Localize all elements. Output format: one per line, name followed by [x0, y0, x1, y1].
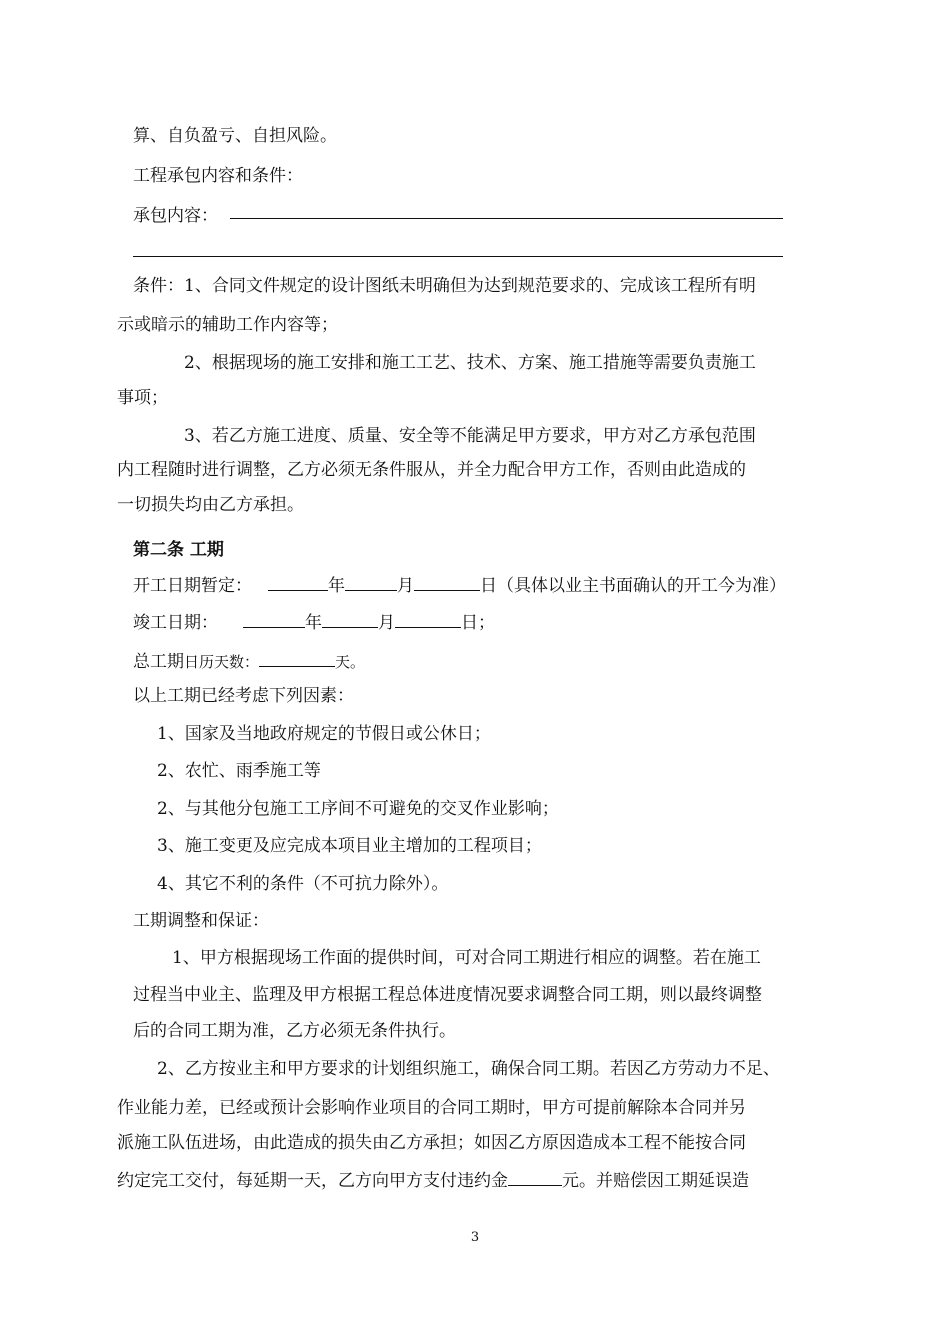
fill-in-blank [322, 609, 378, 628]
text-line: 事项； [117, 388, 168, 408]
fill-in-blank [243, 609, 305, 628]
fill-in-blank [395, 609, 461, 628]
text-line: 一切损失均由乙方承担。 [117, 495, 304, 515]
end-date-label: 竣工日期： [133, 613, 218, 633]
section-heading: 第二条 工期 [133, 540, 224, 560]
text-line: 后的合同工期为准，乙方必须无条件执行。 [133, 1021, 456, 1041]
month-label: 月 [397, 576, 414, 596]
calendar-days-label: 日历天数： [184, 653, 260, 671]
list-item: 2、农忙、雨季施工等 [157, 761, 321, 781]
total-duration-line [133, 648, 365, 674]
list-item: 1、国家及当地政府规定的节假日或公休日； [157, 724, 491, 744]
days-unit: 天。 [335, 653, 366, 671]
list-item: 3、施工变更及应完成本项目业主增加的工程项目； [157, 836, 542, 856]
month-label: 月 [378, 613, 395, 633]
year-label: 年 [305, 613, 322, 633]
fill-in-blank [259, 648, 335, 667]
fill-in-blank [508, 1167, 562, 1186]
start-date-line [133, 572, 786, 598]
text-line: 2、乙方按业主和甲方要求的计划组织施工，确保合同工期。若因乙方劳动力不足、 [157, 1059, 780, 1079]
list-item: 4、其它不利的条件（不可抗力除外）。 [157, 874, 449, 894]
text-line: 作业能力差，已经或预计会影响作业项目的合同工期时，甲方可提前解除本合同并另 [117, 1098, 746, 1118]
day-label: 日； [461, 613, 495, 633]
text-line: 工程承包内容和条件： [133, 166, 303, 186]
text-line: 3、若乙方施工进度、质量、安全等不能满足甲方要求，甲方对乙方承包范围 [184, 426, 756, 446]
day-label: 日 [480, 576, 497, 596]
text-line: 工期调整和保证： [133, 911, 269, 931]
text-line: 过程当中业主、监理及甲方根据工程总体进度情况要求调整合同工期，则以最终调整 [133, 985, 762, 1005]
text-line: 条件：1、合同文件规定的设计图纸未明确但为达到规范要求的、完成该工程所有明 [133, 276, 756, 296]
text-segment: 元。并赔偿因工期延误造 [562, 1171, 749, 1191]
fill-in-blank [414, 572, 480, 591]
fill-in-blank [345, 572, 397, 591]
total-label: 总工期 [133, 652, 184, 672]
list-item: 2、与其他分包施工工序间不可避免的交叉作业影响； [157, 799, 559, 819]
text-line: 以上工期已经考虑下列因素： [133, 686, 354, 706]
fill-in-line [133, 256, 783, 257]
start-date-note: （具体以业主书面确认的开工今为准） [497, 576, 786, 596]
text-segment: 约定完工交付，每延期一天，乙方向甲方支付违约金 [117, 1171, 508, 1191]
text-line: 算、自负盈亏、自担风险。 [133, 126, 337, 146]
fill-in-line [230, 218, 783, 219]
text-line: 内工程随时进行调整，乙方必须无条件服从，并全力配合甲方工作，否则由此造成的 [117, 460, 746, 480]
page-number: 3 [470, 1230, 480, 1245]
penalty-line [117, 1167, 749, 1193]
text-line: 派施工队伍进场，由此造成的损失由乙方承担；如因乙方原因造成本工程不能按合同 [117, 1133, 746, 1153]
text-line: 示或暗示的辅助工作内容等； [117, 315, 338, 335]
start-date-label: 开工日期暂定： [133, 576, 252, 596]
fill-in-blank [268, 572, 328, 591]
end-date-line [133, 609, 495, 635]
year-label: 年 [328, 576, 345, 596]
text-line: 1、甲方根据现场工作面的提供时间，可对合同工期进行相应的调整。若在施工 [172, 948, 761, 968]
contract-content-label: 承包内容： [133, 206, 218, 226]
text-line: 2、根据现场的施工安排和施工工艺、技术、方案、施工措施等需要负责施工 [184, 353, 756, 373]
